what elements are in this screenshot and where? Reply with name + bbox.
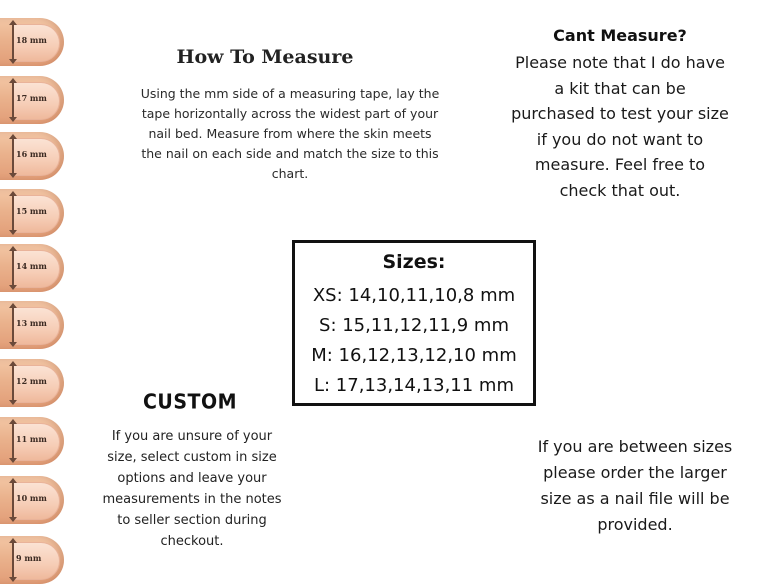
mm-label: 17 mm: [16, 93, 47, 103]
mm-label: 12 mm: [16, 376, 47, 386]
finger-13mm: [0, 301, 64, 349]
measure-arrow-icon: [12, 540, 14, 580]
measure-arrow-icon: [12, 136, 14, 176]
finger-14mm: [0, 244, 64, 292]
mm-label: 9 mm: [16, 553, 42, 563]
mm-label: 16 mm: [16, 149, 47, 159]
mm-label: 18 mm: [16, 35, 47, 45]
finger-11mm: [0, 417, 64, 465]
how-to-measure-body: Using the mm side of a measuring tape, lay the tape horizontally across the widest part of your nail bed. Measure from where the skin meets the nail on each side and match the size to this chart.: [140, 86, 440, 181]
mm-label: 13 mm: [16, 318, 47, 328]
measure-arrow-icon: [12, 22, 14, 62]
mm-label: 14 mm: [16, 261, 47, 271]
how-to-measure-title: How To Measure: [176, 46, 354, 68]
finger-size-chart: [0, 0, 72, 580]
finger-18mm: [0, 18, 64, 66]
custom-title: CUSTOM: [142, 390, 238, 414]
measure-arrow-icon: [12, 480, 14, 520]
between-sizes-note: If you are between sizes please order the larger size as a nail file will be provided.: [537, 437, 733, 534]
finger-16mm: [0, 132, 64, 180]
cant-measure-body: Please note that I do have a kit that can be purchased to test your size if you do not want to measure. Feel free to check that out.: [511, 53, 729, 200]
mm-label: 10 mm: [16, 493, 47, 503]
mm-label: 15 mm: [16, 206, 47, 216]
measure-arrow-icon: [12, 193, 14, 233]
measure-arrow-icon: [12, 421, 14, 461]
sizes-title: Sizes:: [382, 251, 446, 273]
finger-9mm: [0, 536, 64, 584]
mm-label: 11 mm: [16, 434, 47, 444]
cant-measure-title: Cant Measure?: [553, 26, 687, 45]
measure-arrow-icon: [12, 363, 14, 403]
finger-15mm: [0, 189, 64, 237]
measure-arrow-icon: [12, 305, 14, 345]
measure-arrow-icon: [12, 80, 14, 120]
size-row-xs: XS: 14,10,11,10,8 mm: [312, 285, 516, 306]
size-row-m: M: 16,12,13,12,10 mm: [311, 345, 517, 366]
sizes-list: [295, 281, 533, 401]
finger-10mm: [0, 476, 64, 524]
measure-arrow-icon: [12, 248, 14, 288]
sizes-box: [292, 240, 536, 406]
custom-body: If you are unsure of your size, select custom in size options and leave your measurements in the notes to seller section during checkout.: [102, 429, 282, 549]
size-row-l: L: 17,13,14,13,11 mm: [313, 375, 514, 396]
finger-17mm: [0, 76, 64, 124]
size-row-s: S: 15,11,12,11,9 mm: [319, 315, 509, 336]
finger-12mm: [0, 359, 64, 407]
